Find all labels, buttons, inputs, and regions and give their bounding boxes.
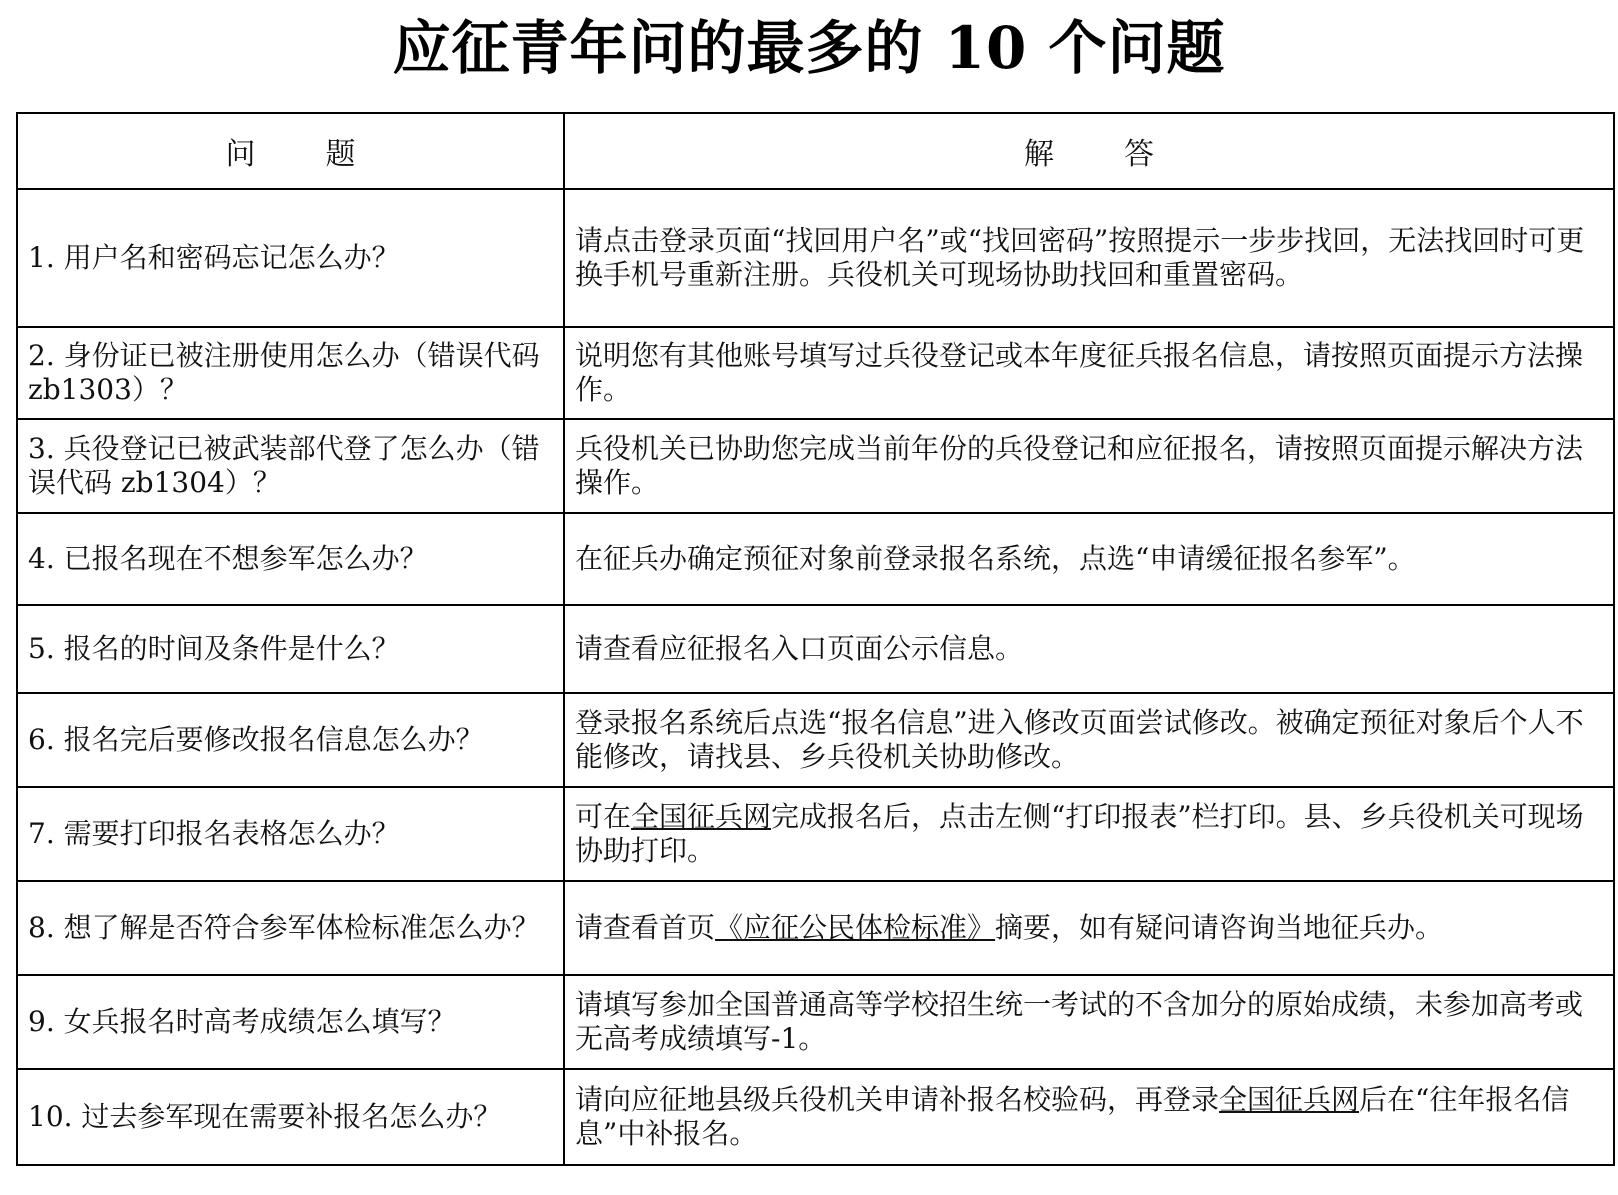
table-row bbox=[17, 693, 1614, 787]
table-row bbox=[17, 975, 1614, 1069]
physical-exam-standard-link[interactable]: 《应征公民体检标准》 bbox=[715, 911, 996, 944]
answer-cell: 请填写参加全国普通高等学校招生统一考试的不含加分的原始成绩，未参加高考或无高考成绩填写-1。 bbox=[564, 975, 1614, 1069]
answer-cell: 说明您有其他账号填写过兵役登记或本年度征兵报名信息，请按照页面提示方法操作。 bbox=[564, 327, 1614, 419]
faq-table bbox=[16, 112, 1615, 1166]
answer-cell bbox=[564, 787, 1614, 881]
question-cell: 1. 用户名和密码忘记怎么办？ bbox=[17, 189, 564, 327]
question-cell: 5. 报名的时间及条件是什么？ bbox=[17, 605, 564, 693]
table-row bbox=[17, 513, 1614, 605]
table-row bbox=[17, 1069, 1614, 1165]
answer-text: 可在 bbox=[575, 800, 632, 833]
table-row bbox=[17, 419, 1614, 513]
national-recruitment-site-link[interactable]: 全国征兵网 bbox=[631, 800, 772, 833]
answer-cell bbox=[564, 881, 1614, 975]
question-cell: 10. 过去参军现在需要补报名怎么办？ bbox=[17, 1069, 564, 1165]
table-row bbox=[17, 881, 1614, 975]
header-answer bbox=[564, 113, 1614, 189]
header-question bbox=[17, 113, 564, 189]
answer-cell bbox=[564, 1069, 1614, 1165]
answer-cell: 在征兵办确定预征对象前登录报名系统，点选“申请缓征报名参军”。 bbox=[564, 513, 1614, 605]
answer-cell: 请点击登录页面“找回用户名”或“找回密码”按照提示一步步找回，无法找回时可更换手机号重新注册。兵役机关可现场协助找回和重置密码。 bbox=[564, 189, 1614, 327]
answer-text: 后在“往年报名信息”中补报名。 bbox=[575, 1083, 1570, 1150]
answer-text: 请查看首页 bbox=[575, 911, 716, 944]
question-cell: 7. 需要打印报名表格怎么办？ bbox=[17, 787, 564, 881]
answer-cell: 兵役机关已协助您完成当前年份的兵役登记和应征报名，请按照页面提示解决方法操作。 bbox=[564, 419, 1614, 513]
header-question-label: 问题 bbox=[225, 137, 426, 172]
answer-text: 摘要，如有疑问请咨询当地征兵办。 bbox=[995, 911, 1444, 944]
question-cell: 2. 身份证已被注册使用怎么办（错误代码 zb1303）？ bbox=[17, 327, 564, 419]
question-cell: 3. 兵役登记已被武装部代登了怎么办（错误代码 zb1304）？ bbox=[17, 419, 564, 513]
answer-cell: 登录报名系统后点选“报名信息”进入修改页面尝试修改。被确定预征对象后个人不能修改，请找县、乡兵役机关协助修改。 bbox=[564, 693, 1614, 787]
national-recruitment-site-link[interactable]: 全国征兵网 bbox=[1219, 1083, 1360, 1116]
answer-text: 完成报名后，点击左侧“打印报表”栏打印。县、乡兵役机关可现场协助打印。 bbox=[575, 800, 1584, 867]
table-row bbox=[17, 327, 1614, 419]
answer-cell: 请查看应征报名入口页面公示信息。 bbox=[564, 605, 1614, 693]
page-title: 应征青年问的最多的 10 个问题 bbox=[392, 14, 1226, 82]
question-cell: 8. 想了解是否符合参军体检标准怎么办？ bbox=[17, 881, 564, 975]
table-row bbox=[17, 605, 1614, 693]
table-row bbox=[17, 189, 1614, 327]
table-header-row bbox=[17, 113, 1614, 189]
header-answer-label: 解答 bbox=[1024, 137, 1224, 172]
table-row bbox=[17, 787, 1614, 881]
question-cell: 9. 女兵报名时高考成绩怎么填写？ bbox=[17, 975, 564, 1069]
question-cell: 4. 已报名现在不想参军怎么办？ bbox=[17, 513, 564, 605]
question-cell: 6. 报名完后要修改报名信息怎么办？ bbox=[17, 693, 564, 787]
answer-text: 请向应征地县级兵役机关申请补报名校验码，再登录 bbox=[575, 1083, 1220, 1116]
